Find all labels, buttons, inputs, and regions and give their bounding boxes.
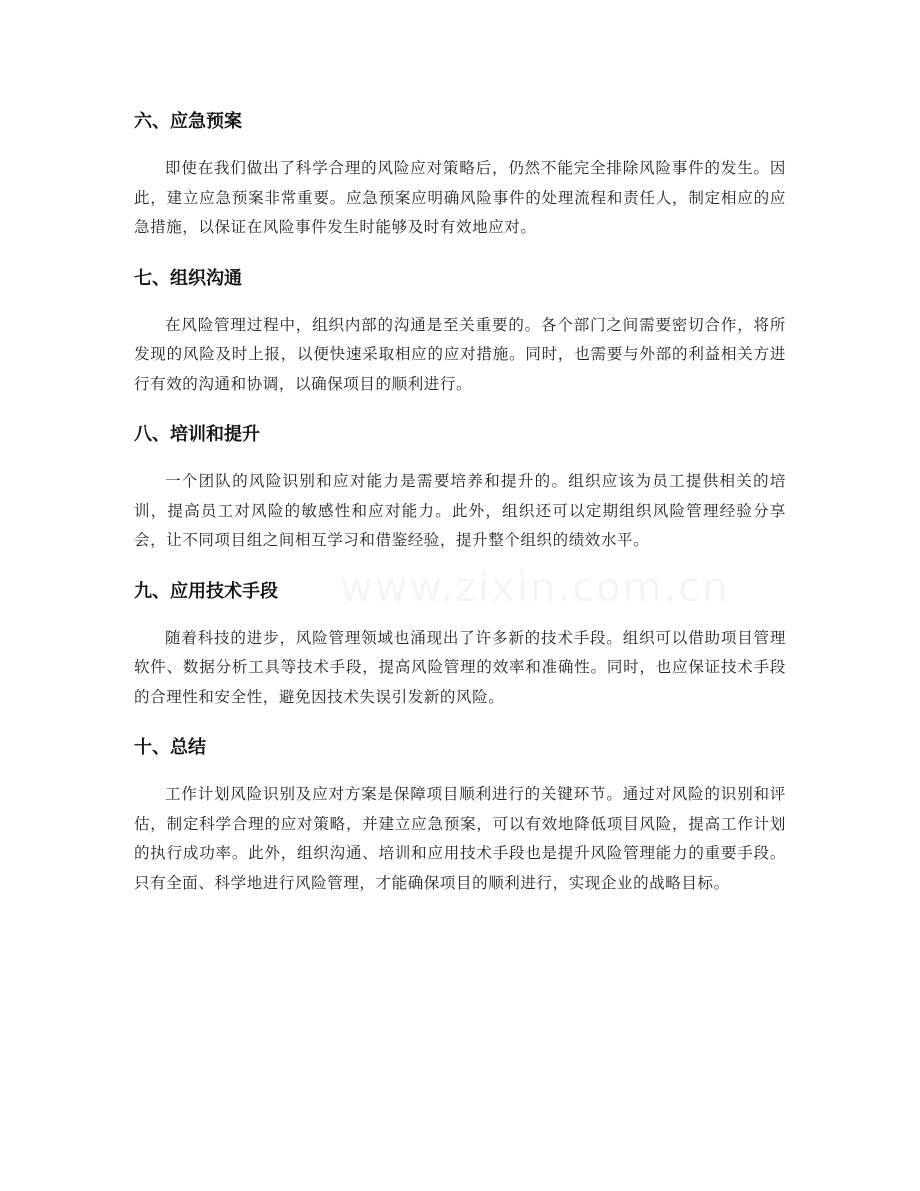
section-body-emergency-plan: 即使在我们做出了科学合理的风险应对策略后，仍然不能完全排除风险事件的发生。因此，建立应急预案非常重要。应急预案应明确风险事件的处理流程和责任人，制定相应的应急措施，以保证在风险事件发生时能够及时有效地应对。 [134,159,786,236]
section-body-summary: 工作计划风险识别及应对方案是保障项目顺利进行的关键环节。通过对风险的识别和评估，制定科学合理的应对策略，并建立应急预案，可以有效地降低项目风险，提高工作计划的执行成功率。此外，组织沟通、培训和应用技术手段也是提升风险管理能力的重要手段。只有全面、科学地进行风险管理，才能确保项目的顺利进行，实现企业的战略目标。 [134,785,786,892]
section-body-technology: 随着科技的进步，风险管理领域也涌现出了许多新的技术手段。组织可以借助项目管理软件、数据分析工具等技术手段，提高风险管理的效率和准确性。同时，也应保证技术手段的合理性和安全性，避免因技术失误引发新的风险。 [134,628,786,706]
section-heading-training: 八、培训和提升 [134,424,260,445]
section-heading-emergency-plan: 六、应急预案 [134,111,242,132]
document-content [134,104,786,916]
section-heading-organization-communication: 七、组织沟通 [134,267,242,289]
section-heading-summary: 十、总结 [134,737,206,758]
section-body-organization-communication: 在风险管理过程中，组织内部的沟通是至关重要的。各个部门之间需要密切合作，将所发现的风险及时上报，以便快速采取相应的应对措施。同时，也需要与外部的利益相关方进行有效的沟通和协调，以确保项目的顺利进行。 [134,315,786,393]
section-body-training: 一个团队的风险识别和应对能力是需要培养和提升的。组织应该为员工提供相关的培训，提高员工对风险的敏感性和应对能力。此外，组织还可以定期组织风险管理经验分享会，让不同项目组之间相互学习和借鉴经验，提升整个组织的绩效水平。 [134,472,786,549]
section-heading-technology: 九、应用技术手段 [134,580,278,602]
